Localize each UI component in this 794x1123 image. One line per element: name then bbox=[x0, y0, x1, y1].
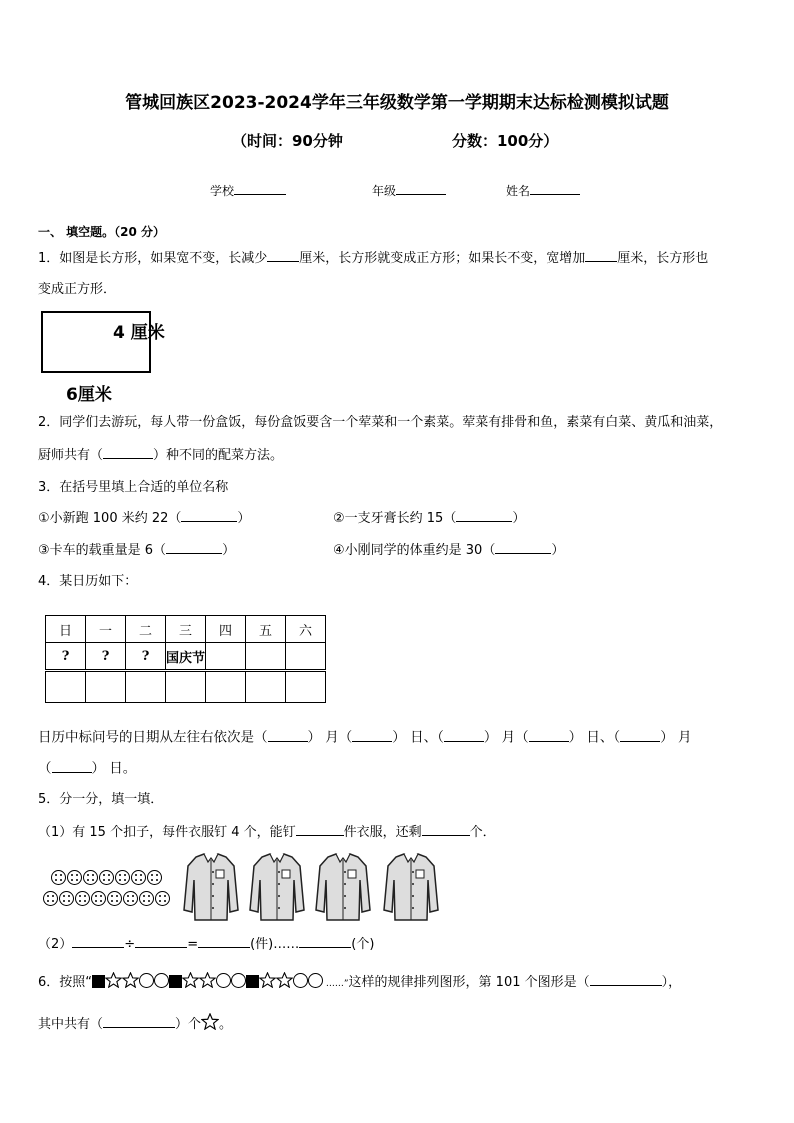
q3-blank-1[interactable] bbox=[181, 508, 237, 522]
q2-line1: 2．同学们去游玩，每人带一份盒饭，每份盒饭要含一个荤菜和一个素菜。荤菜有排骨和鱼，素菜有白菜、黄瓜和油菜， bbox=[38, 415, 723, 430]
q3-item-2: ②一支牙膏长约 15（ ） bbox=[333, 508, 525, 529]
q5-blank-1[interactable] bbox=[296, 822, 344, 836]
q4-blank-6[interactable] bbox=[52, 758, 92, 773]
calendar-cell bbox=[286, 643, 326, 671]
calendar-cell bbox=[86, 671, 126, 703]
calendar-cell bbox=[206, 643, 246, 671]
weekday-cell: 五 bbox=[246, 616, 286, 643]
calendar-cell bbox=[246, 643, 286, 671]
button-icon bbox=[83, 870, 98, 885]
q2-line2: 厨师共有（ ）种不同的配菜方法。 bbox=[38, 445, 283, 466]
button-icon bbox=[147, 870, 162, 885]
star-icon bbox=[105, 972, 122, 988]
weekday-cell: 六 bbox=[286, 616, 326, 643]
circle-icon bbox=[293, 973, 308, 988]
shape-pattern bbox=[92, 975, 323, 990]
q5-blank-5[interactable] bbox=[198, 934, 250, 948]
q4-blank-1[interactable] bbox=[268, 727, 308, 742]
width-label: 4 厘米 bbox=[113, 323, 165, 343]
star-icon bbox=[199, 972, 216, 988]
page-title: 管城回族区2023-2024学年三年级数学第一学期期末达标检测模拟试题 bbox=[125, 93, 669, 113]
q3-blank-2[interactable] bbox=[456, 508, 512, 522]
button-icon bbox=[155, 891, 170, 906]
star-icon bbox=[182, 972, 199, 988]
weekday-cell: 三 bbox=[166, 616, 206, 643]
q1-blank-1[interactable] bbox=[267, 248, 299, 262]
button-icon bbox=[91, 891, 106, 906]
square-icon bbox=[246, 975, 259, 988]
q3-blank-4[interactable] bbox=[495, 540, 551, 554]
star-icon bbox=[122, 972, 139, 988]
q3-item-3: ③卡车的载重量是 6（ ） bbox=[38, 540, 235, 561]
exam-time: （时间：90分钟 bbox=[232, 132, 343, 150]
q5-blank-2[interactable] bbox=[422, 822, 470, 836]
weekday-cell: 四 bbox=[206, 616, 246, 643]
q3-item-4: ④小刚同学的体重约是 30（ ） bbox=[333, 540, 564, 561]
circle-icon bbox=[231, 973, 246, 988]
q4-blank-3[interactable] bbox=[444, 727, 484, 742]
q3-item-1: ①小新跑 100 米约 22（ ） bbox=[38, 508, 250, 529]
circle-icon bbox=[308, 973, 323, 988]
circle-icon bbox=[139, 973, 154, 988]
star-icon bbox=[276, 972, 293, 988]
shirt-icon bbox=[248, 850, 306, 922]
square-icon bbox=[92, 975, 105, 988]
calendar-cell bbox=[166, 671, 206, 703]
weekday-cell: 日 bbox=[46, 616, 86, 643]
shirt-icon bbox=[182, 850, 240, 922]
weekday-cell: 一 bbox=[86, 616, 126, 643]
q5-sub2: （2） ÷ = (件)…… (个) bbox=[38, 934, 374, 955]
question-mark-cell: ? bbox=[126, 643, 166, 671]
q6-blank-2[interactable] bbox=[103, 1014, 175, 1028]
q5-stem: 5．分一分，填一填． bbox=[38, 792, 164, 807]
calendar-header-row bbox=[46, 616, 326, 643]
q5-blank-6[interactable] bbox=[299, 934, 351, 948]
q3-blank-3[interactable] bbox=[166, 540, 222, 554]
circle-icon bbox=[216, 973, 231, 988]
q5-sub1: （1）有 15 个扣子，每件衣服钉 4 个，能钉 件衣服，还剩 个． bbox=[38, 822, 496, 843]
q4-blank-2[interactable] bbox=[352, 727, 392, 742]
q4-blank-5[interactable] bbox=[620, 727, 660, 742]
q1-line2: 变成正方形． bbox=[38, 282, 117, 297]
question-mark-cell: ? bbox=[46, 643, 86, 671]
square-icon bbox=[169, 975, 182, 988]
button-icon bbox=[131, 870, 146, 885]
grade-field[interactable] bbox=[372, 182, 446, 199]
q2-blank[interactable] bbox=[103, 445, 153, 459]
calendar-cell bbox=[246, 671, 286, 703]
buttons-group bbox=[43, 870, 171, 910]
name-field[interactable] bbox=[506, 182, 580, 199]
q4-stem: 4．某日历如下： bbox=[38, 574, 138, 589]
school-label: 学校 bbox=[210, 184, 235, 198]
button-icon bbox=[43, 891, 58, 906]
star-icon bbox=[259, 972, 276, 988]
q4-blank-4[interactable] bbox=[529, 727, 569, 742]
shirt-icon bbox=[314, 850, 372, 922]
star-icon bbox=[201, 1013, 219, 1030]
q5-blank-3[interactable] bbox=[72, 934, 124, 948]
name-label: 姓名 bbox=[506, 184, 531, 198]
length-label: 6厘米 bbox=[66, 385, 112, 405]
q5-blank-4[interactable] bbox=[135, 934, 187, 948]
q4-answer-line2: （ ） 日。 bbox=[38, 758, 136, 779]
calendar-table bbox=[45, 615, 326, 703]
calendar-cell bbox=[46, 671, 86, 703]
button-icon bbox=[123, 891, 138, 906]
calendar-cell bbox=[126, 671, 166, 703]
q6-line2: 其中共有（ ）个 。 bbox=[38, 1013, 232, 1035]
q1-line1: 1．如图是长方形，如果宽不变，长减少 厘米，长方形就变成正方形；如果长不变，宽增加 厘米，长方形也 bbox=[38, 248, 708, 269]
button-icon bbox=[67, 870, 82, 885]
calendar-date-row bbox=[46, 643, 326, 671]
calendar-cell bbox=[286, 671, 326, 703]
q3-stem: 3．在括号里填上合适的单位名称 bbox=[38, 480, 229, 495]
question-mark-cell: ? bbox=[86, 643, 126, 671]
shirt-icon bbox=[382, 850, 440, 922]
q6-blank-1[interactable] bbox=[590, 972, 662, 986]
q4-answer-line1: 日历中标问号的日期从左往右依次是（ ） 月（ ） 日、（ ） 月（ ） 日、（ ） 月 bbox=[38, 727, 691, 748]
button-icon bbox=[139, 891, 154, 906]
q1-blank-2[interactable] bbox=[585, 248, 617, 262]
button-icon bbox=[51, 870, 66, 885]
school-field[interactable] bbox=[210, 182, 286, 199]
calendar-cell bbox=[206, 671, 246, 703]
national-day-cell: 国庆节 bbox=[166, 643, 206, 671]
button-icon bbox=[107, 891, 122, 906]
grade-label: 年级 bbox=[372, 184, 397, 198]
circle-icon bbox=[154, 973, 169, 988]
button-icon bbox=[75, 891, 90, 906]
button-icon bbox=[59, 891, 74, 906]
button-icon bbox=[115, 870, 130, 885]
q6-line1: 6．按照“ ……”这样的规律排列图形，第 101 个图形是（ ）， bbox=[38, 972, 681, 994]
weekday-cell: 二 bbox=[126, 616, 166, 643]
section-heading: 一、 填空题。（20 分） bbox=[38, 225, 166, 239]
exam-score: 分数：100分） bbox=[452, 132, 559, 150]
calendar-empty-row bbox=[46, 671, 326, 703]
button-icon bbox=[99, 870, 114, 885]
